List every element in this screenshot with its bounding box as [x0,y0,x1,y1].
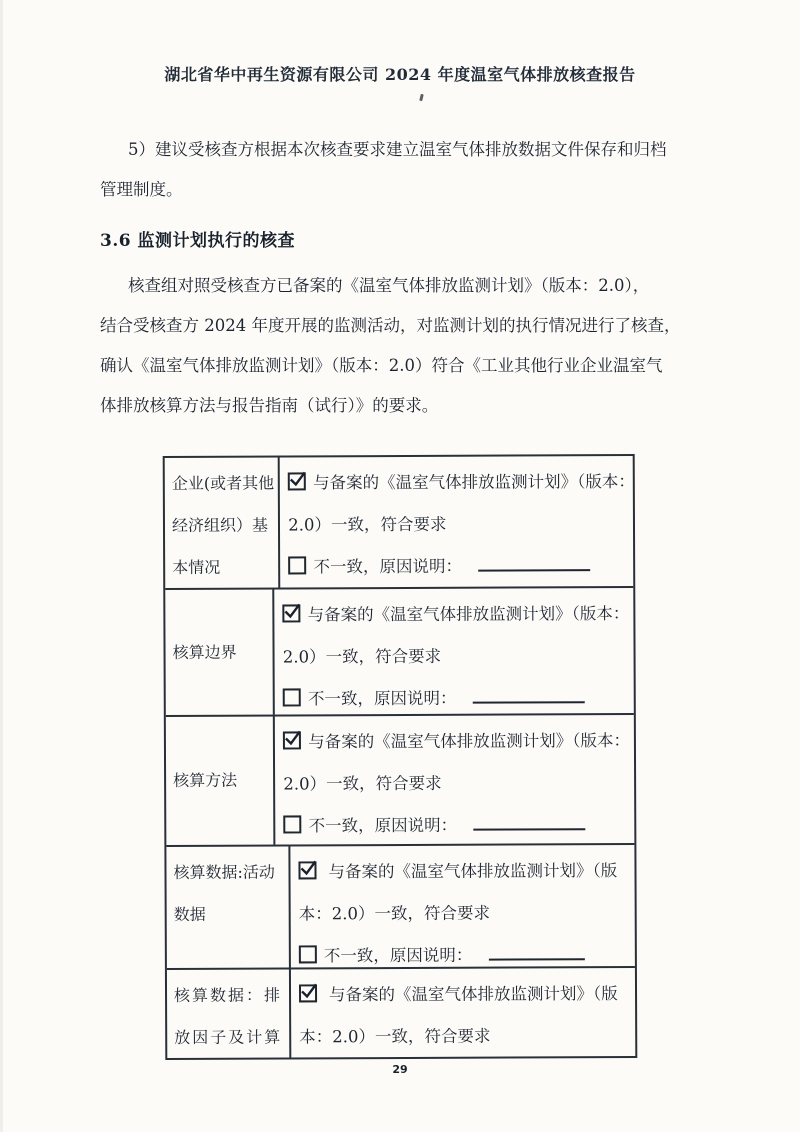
row-value-cell [275,588,634,715]
reason-blank-underline [478,556,590,571]
row-label-line: 核算方法 [173,770,238,790]
row-value-cell [290,845,635,967]
match-option-text: 与备案的《温室气体排放监测计划》（版本： [307,603,630,625]
row-label-cell [165,458,281,589]
mismatch-option-text: 不一致，原因说明： [313,556,462,577]
page-header-title: 湖北省华中再生资源有限公司 2024 年度温室气体排放核查报告 [164,65,636,84]
checked-checkbox-icon [298,861,316,879]
table-row [165,456,634,588]
reason-blank-underline [488,945,584,960]
mismatch-option-text: 不一致，原因说明： [307,688,457,709]
row-label-line: 核算数据：排 [173,985,283,1005]
match-option-text: 2.0）一致，符合要求 [288,514,447,535]
paragraph-line: 核查组对照受核查方已备案的《温室气体排放监测计划》（版本：2.0）， [128,276,650,295]
row-label-cell [165,590,275,715]
row-label-line: 经济组织）基 [171,515,269,535]
reason-blank-underline [472,688,584,703]
table-row [167,966,635,1058]
unchecked-checkbox-icon [283,688,301,706]
mismatch-option-text: 不一致，原因说明： [323,945,473,966]
match-option-text: 2.0）一致，符合要求 [283,773,442,794]
paragraph-line: 5）建议受核查方根据本次核查要求建立温室气体排放数据文件保存和归档 [128,140,667,159]
unchecked-checkbox-icon [299,945,317,963]
match-option-text: 与备案的《温室气体排放监测计划》（版本： [308,730,630,752]
row-value-cell [291,968,635,1058]
row-label-line: 核算边界 [172,642,237,662]
scan-artifact-mark [419,94,424,102]
monitoring-plan-check-table [163,454,638,1060]
match-option-text: 本：2.0）一致，符合要求 [299,1026,491,1047]
section-body-paragraph [100,266,706,426]
reason-blank-underline [473,815,585,830]
checked-checkbox-icon [283,731,301,749]
row-label-line: 本情况 [172,557,221,577]
paragraph-line: 结合受核查方 2024 年度开展的监测活动，对监测计划的执行情况进行了核查， [100,316,681,335]
unchecked-checkbox-icon [284,815,302,833]
table-row [166,713,635,845]
mismatch-option-text: 不一致，原因说明： [308,815,458,836]
row-label-line: 核算数据:活动 [173,862,275,882]
page-number: 29 [392,1063,408,1076]
recommendation-paragraph [100,130,706,210]
row-label-cell [166,846,291,968]
paragraph-line: 体排放核算方法与报告指南（试行）》的要求。 [100,396,439,415]
row-value-cell [275,715,634,845]
paragraph-line: 管理制度。 [100,180,183,199]
match-option-text: 本：2.0）一致，符合要求 [298,903,490,924]
row-label-line: 数据 [173,904,206,924]
row-label-line: 企业(或者其他 [171,473,275,493]
table-row [166,843,635,968]
match-option-text: 2.0）一致，符合要求 [282,646,442,667]
row-label-cell [167,969,291,1058]
row-label-cell [166,717,276,845]
checked-checkbox-icon [288,472,306,490]
section-heading: 3.6 监测计划执行的核查 [100,231,295,251]
match-option-text: 与备案的《温室气体排放监测计划》（版 [328,861,618,882]
unchecked-checkbox-icon [288,556,306,574]
row-value-cell [280,456,639,588]
match-option-text: 与备案的《温室气体排放监测计划》（版 [328,984,618,1005]
match-option-text: 与备案的《温室气体排放监测计划》（版本： [313,471,635,493]
checked-checkbox-icon [283,604,301,622]
table-row [165,586,634,715]
row-label-line: 放因子及计算 [174,1027,283,1047]
checked-checkbox-icon [299,984,317,1002]
paragraph-line: 确认《温室气体排放监测计划》（版本：2.0）符合《工业其他行业企业温室气 [100,356,663,375]
